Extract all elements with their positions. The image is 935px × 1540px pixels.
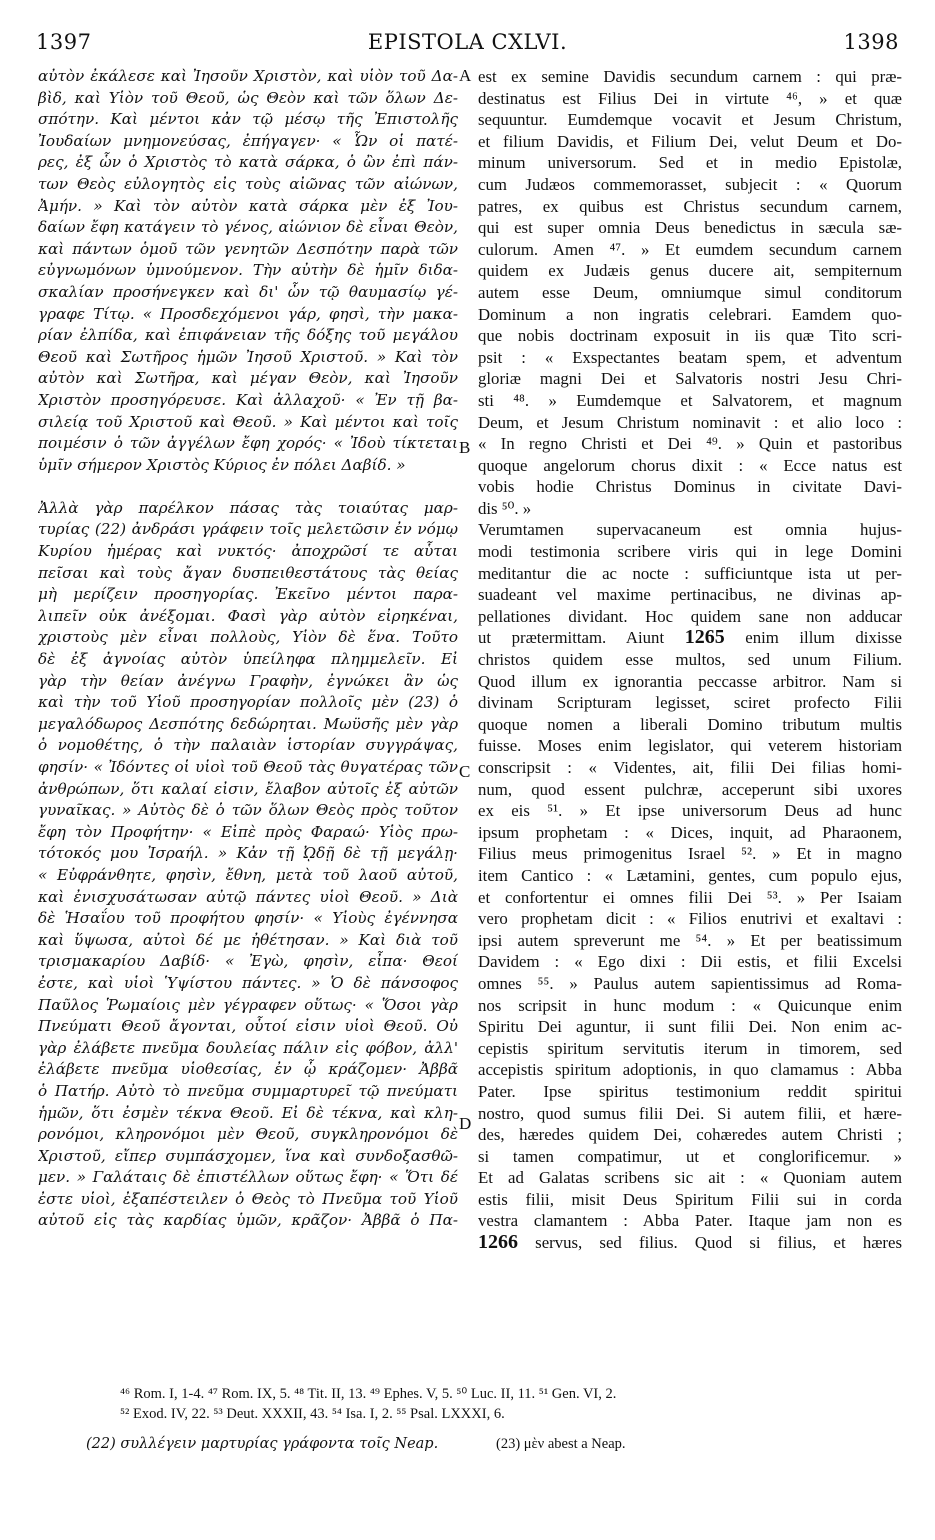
page-number-left: 1397 bbox=[36, 30, 92, 54]
greek-line: τότοκός μου Ἰσραήλ. » Κἀν τῇ ᾨδῇ δὲ τῇ μεγάλῃ· bbox=[38, 844, 458, 863]
latin-line: quidem ex Judæis genus ducere ait, sempiternum bbox=[478, 261, 902, 281]
greek-line: Ἀμήν. » Καὶ τὸν αὐτὸν κατὰ σάρκα μὲν ἐξ Ἰου- bbox=[38, 196, 458, 215]
greek-line: ἀνθρώπων, ὅτι καλαί εἰσιν, ἔλαβον αὐτοῖς ἐξ αὐτῶν bbox=[38, 779, 458, 798]
latin-line: vero prophetam dicit : « Filios enutrivi et exaltavi : bbox=[478, 909, 902, 929]
greek-line: αὐτὸν καὶ Σωτῆρα, καὶ μέγαν Θεὸν, καὶ Ἰησοῦν bbox=[38, 369, 458, 388]
greek-column bbox=[38, 66, 458, 1232]
greek-line: καὶ ἐνισχυσάτωσαν αὐτῷ πάντες υἱοὶ Θεοῦ. » Διὰ bbox=[38, 887, 458, 906]
latin-line: ut prætermittam. Aiunt 1265 enim illum dixisse bbox=[478, 627, 902, 649]
greek-line: καὶ τὴν τοῦ Υἱοῦ προσηγορίαν πολλοῖς μὲν (23) ὁ bbox=[38, 693, 458, 712]
latin-line: sequuntur. Eumdemque vocavit et Jesum Christum, bbox=[478, 110, 902, 130]
latin-line: ipsum prophetam : « Dices, inquit, ad Pharaonem, bbox=[478, 822, 902, 842]
greek-line: αὐτὸν ἐκάλεσε καὶ Ἰησοῦν Χριστὸν, καὶ υἱὸν τοῦ Δα- bbox=[38, 67, 458, 85]
latin-line: quoque nomen a liberali Domino tributum multis bbox=[478, 714, 902, 734]
latin-line: sti ⁴⁸. » Eumdemque et Salvatorem, et magnum bbox=[478, 390, 902, 410]
greek-line: δὲ ἐξ ἀγνοίας αὐτὸν ὑπείληφα πλημμελεῖν. Εἰ bbox=[38, 650, 458, 669]
latin-line: que nobis doctrinam exposuit in iis quæ Tito scri- bbox=[478, 326, 902, 346]
footnote-line-2: ⁵² Exod. IV, 22. ⁵³ Deut. XXXII, 43. ⁵⁴ Isa. I, 2. ⁵⁵ Psal. LXXXI, 6. bbox=[120, 1406, 505, 1422]
greek-line: σιλείᾳ τοῦ Χριστοῦ καὶ Θεοῦ. » Καὶ μέντοι καὶ τοῖς bbox=[38, 412, 458, 431]
latin-line: gloriæ magni Dei et Salvatoris nostri Jesu Chri- bbox=[478, 369, 902, 389]
greek-line: Χριστὸν προσηγόρευσε. Καὶ ἀλλαχοῦ· « Ἐν τῇ βα- bbox=[38, 390, 458, 409]
greek-line: ὑμῖν σήμερον Χριστὸς Κύριος ἐν πόλει Δαβίδ. » bbox=[38, 455, 406, 474]
latin-line: psit : « Exspectantes beatam spem, et adventum bbox=[478, 347, 902, 367]
latin-line: 1266 servus, sed filius. Quod si filius, et hæres bbox=[478, 1232, 902, 1254]
greek-line: πεῖσαι καὶ τοὺς ἄγαν δυσπειθεστάτους τὰς θείας bbox=[38, 563, 458, 582]
greek-line: τρισμακαρίου Δαβίδ· « Ἐγὼ, φησὶν, εἶπα· Θεοί bbox=[38, 952, 458, 971]
page-number-right: 1398 bbox=[843, 30, 899, 54]
variant-note-right: (23) μὲν abest a Neap. bbox=[496, 1436, 626, 1452]
section-marker-b: B bbox=[459, 438, 471, 457]
greek-line: φησίν· « Ἰδόντες οἱ υἱοὶ τοῦ Θεοῦ τὰς θυγατέρας τῶν bbox=[38, 758, 458, 776]
latin-line: patres, ex quibus est Christus secundum carnem, bbox=[478, 196, 902, 216]
latin-line: omnes ⁵⁵. » Paulus autem sapientissimus ad Roma- bbox=[478, 973, 902, 993]
running-title: EPISTOLA CXLVI. bbox=[367, 30, 568, 54]
greek-line: γὰρ ἐλάβετε πνεῦμα δουλείας πάλιν εἰς φόβον, ἀλλ' bbox=[38, 1038, 458, 1057]
latin-line: autem esse Deum, omniumque simul conditorum bbox=[478, 282, 902, 302]
greek-line: δὲ Ἡσαΐου τοῦ προφήτου φησίν· « Υἱοὺς ἐγέννησα bbox=[38, 909, 458, 928]
greek-line: των Θεὸς εὐλογητὸς εἰς τοὺς αἰῶνας τῶν αἰώνων, bbox=[38, 174, 458, 193]
latin-line: Verumtamen supervacaneum est omnia hujus- bbox=[478, 520, 902, 540]
greek-line: χριστοὺς μὲν εἶναι πολλοὺς, Υἱὸν δὲ ἕνα. Τοῦτο bbox=[38, 628, 458, 647]
greek-line: μεν. » Γαλάταις δὲ ἐπιστέλλων οὕτως ἔφη· « Ὅτι δέ bbox=[38, 1168, 458, 1187]
greek-line: ἔφη τὸν Προφήτην· « Εἰπὲ πρὸς Φαραώ· Υἱὸς πρω- bbox=[38, 822, 458, 841]
latin-line: destinatus est Filius Dei in virtute ⁴⁶, » et quæ bbox=[478, 88, 902, 108]
greek-line: Παῦλος Ῥωμαίοις μὲν γέγραφεν οὕτως· « Ὅσοι γὰρ bbox=[38, 995, 458, 1014]
greek-line: ἐστε, καὶ υἱοὶ Ὑψίστου πάντες. » Ὁ δὲ πάνσοφος bbox=[38, 973, 458, 992]
greek-line: ἐστε υἱοὶ, ἐξαπέστειλεν ὁ Θεὸς τὸ Πνεῦμα τοῦ Υἱοῦ bbox=[38, 1189, 458, 1208]
greek-line: τυρίας (22) ἀνδράσι γράφειν τοῖς μελετῶσιν ἐν νόμῳ bbox=[38, 520, 458, 539]
latin-line: Spiritu Dei aguntur, ii sunt filii Dei. Non enim ac- bbox=[478, 1017, 902, 1037]
latin-line: si tamen compatimur, ut et conglorificemur. » bbox=[478, 1146, 902, 1166]
greek-line: ὁ Πατήρ. Αὐτὸ τὸ πνεῦμα συμμαρτυρεῖ τῷ πνεύματι bbox=[38, 1081, 458, 1100]
migne-column-number: 1266 bbox=[478, 1232, 518, 1254]
greek-line: μεγαλόδωρος Δεσπότης δεδώρηται. Μωϋσῆς μὲν γὰρ bbox=[38, 714, 458, 733]
latin-line: des, hæredes quidem Dei, cohæredes autem Christi ; bbox=[478, 1125, 902, 1145]
section-marker-a: A bbox=[459, 66, 472, 85]
latin-line: « In regno Christi et Dei ⁴⁹. » Quin et pastoribus bbox=[478, 434, 902, 454]
greek-line: γὰρ τὴν θείαν ἀνέγνω Γραφὴν, ἐγνώκει ἂν ὡς bbox=[38, 671, 458, 690]
latin-line: Quod illum ex ignorantia peccasse arbitror. Nam si bbox=[478, 671, 902, 691]
greek-line: καὶ πάντων ὁμοῦ τῶν γενητῶν Δεσπότην παρὰ τῶν bbox=[38, 239, 458, 258]
greek-line: ποιμέσιν ὁ τῶν ἀγγέλων ἔφη χορός· « Ἰδοὺ τίκτεται bbox=[38, 434, 458, 453]
latin-line: item Cantico : « Lætamini, gentes, cum populo ejus, bbox=[478, 865, 902, 885]
latin-line: accepistis spiritum adoptionis, in quo clamamus : Abba bbox=[478, 1060, 902, 1080]
latin-line: Davidem : « Ego dixi : Dii estis, et filii Excelsi bbox=[478, 952, 902, 972]
greek-line: ὁ νομοθέτης, ὁ τὴν παλαιὰν ἱστορίαν συγγράψας, bbox=[38, 736, 458, 755]
latin-line: conscripsit : « Videntes, ait, filii Dei filias homi- bbox=[478, 758, 902, 777]
greek-line: Πνεύματι Θεοῦ ἄγονται, οὗτοί εἰσιν υἱοὶ Θεοῦ. Οὐ bbox=[38, 1017, 458, 1036]
latin-line: quoque angelorum chorus dixit : « Ecce natus est bbox=[478, 455, 902, 475]
latin-line: estis filii, misit Deus Spiritum Filii sui in corda bbox=[478, 1189, 902, 1209]
latin-line: num, quod essent pulchræ, acceperunt sibi uxores bbox=[478, 779, 902, 799]
latin-line: cum Judæos commemorasset, subjecit : « Quorum bbox=[478, 174, 902, 194]
latin-line: Pater. Ipse spiritus testimonium reddit spiritui bbox=[478, 1081, 902, 1101]
greek-line: ρίαν ἐλπίδα, καὶ ἐπιφάνειαν τῆς δόξης τοῦ μεγάλου bbox=[38, 326, 458, 345]
latin-line: vestra clamantem : Abba Pater. Itaque jam non es bbox=[478, 1211, 902, 1231]
latin-line: dis ⁵⁰. » bbox=[478, 498, 532, 518]
footnote-line-1: ⁴⁶ Rom. I, 1-4. ⁴⁷ Rom. IX, 5. ⁴⁸ Tit. II, 13. ⁴⁹ Ephes. V, 5. ⁵⁰ Luc. II, 11. ⁵¹ Gen. VI, 2. bbox=[120, 1386, 617, 1402]
running-header bbox=[36, 30, 899, 60]
greek-line bbox=[38, 476, 458, 498]
greek-line: Κυρίου ἡμέρας καὶ νυκτός· ἀποχρῶσί τε αὗται bbox=[38, 542, 458, 561]
greek-line: ρες, ἐξ ὧν ὁ Χριστὸς τὸ κατὰ σάρκα, ὁ ὢν ἐπὶ πάν- bbox=[38, 153, 458, 172]
variant-note-left: (22) συλλέγειν μαρτυρίας γράφοντα τοῖς Neap. bbox=[86, 1436, 439, 1452]
greek-line: μὴ μερίζειν προσηγορίας. Ἐκεῖνο μέντοι παρα- bbox=[38, 585, 458, 604]
latin-line: Dominum a non ingratis celebrari. Eamdem quo- bbox=[478, 304, 902, 324]
latin-line: et confortentur ei omnes filii Dei ⁵³. » Per Isaiam bbox=[478, 887, 902, 907]
latin-line: qui est super omnia Deus benedictus in sæcula sæ- bbox=[478, 218, 902, 238]
greek-line: Ἰουδαίων μνημονεύσας, ἐπήγαγεν· « Ὧν οἱ πατέ- bbox=[38, 131, 458, 150]
latin-line: ipsi autem spreverunt me ⁵⁴. » Et per beatissimum bbox=[478, 930, 902, 950]
latin-line: vobis hodie Christus Dominus in civitate Davi- bbox=[478, 477, 902, 497]
latin-line: pellationes dividant. Hoc quidem sane non adducar bbox=[478, 606, 902, 626]
greek-line: Ἀλλὰ γὰρ παρέλκον πάσας τὰς τοιαύτας μαρ- bbox=[38, 498, 458, 517]
greek-line: γραφε Τίτῳ. « Προσδεχόμενοι γάρ, φησὶ, τὴν μακα- bbox=[38, 304, 458, 323]
latin-line: Et ad Galatas scribens sic ait : « Quoniam autem bbox=[478, 1168, 902, 1188]
section-marker-c: C bbox=[459, 762, 471, 781]
latin-line: minum universorum. Sed et in medio Epistolæ, bbox=[478, 153, 902, 173]
migne-column-number: 1265 bbox=[684, 627, 725, 649]
latin-line: et filium Davidis, et Filium Dei, velut Deum et Do- bbox=[478, 131, 902, 151]
greek-line: λιπεῖν οὐκ ἀνέξομαι. Φασὶ γὰρ αὐτὸν εἰρηκέναι, bbox=[38, 606, 458, 625]
latin-line: culorum. Amen ⁴⁷. » Et eumdem secundum carnem bbox=[478, 239, 902, 259]
greek-line: γυναῖκας. » Αὐτὸς δὲ ὁ τῶν ὅλων Θεὸς πρὸς τοῦτον bbox=[38, 801, 458, 820]
greek-line: ἐλάβετε πνεῦμα υἱοθεσίας, ἐν ᾧ κράζομεν· Ἀββᾶ bbox=[38, 1060, 458, 1079]
latin-line: Filius meus primogenitus Israel ⁵². » Et in magno bbox=[478, 844, 902, 864]
latin-column bbox=[478, 66, 902, 1254]
latin-line: est ex semine Davidis secundum carnem : qui præ- bbox=[478, 67, 902, 86]
greek-line: εὐγνωμόνων ὑμνούμενον. Τὴν αὐτὴν δὲ ἡμῖν διδα- bbox=[38, 261, 458, 280]
greek-line: Θεοῦ καὶ Σωτῆρος ἡμῶν Ἰησοῦ Χριστοῦ. » Καὶ τὸν bbox=[38, 347, 458, 366]
greek-line: σκαλίαν προσήνεγκεν καὶ δι' ὧν τῷ θαυμασίῳ γέ- bbox=[38, 282, 458, 301]
latin-line: christos quidem esse multos, sed unum Filium. bbox=[478, 650, 902, 670]
latin-line: meditantur die ac nocte : sufficiuntque ista ut per- bbox=[478, 563, 902, 583]
latin-line: Deum, et Jesum Christum nominavit : et alio loco : bbox=[478, 412, 902, 432]
greek-line: « Εὐφράνθητε, φησὶν, ἔθνη, μετὰ τοῦ λαοῦ αὐτοῦ, bbox=[38, 865, 458, 884]
greek-line: σπότην. Καὶ μέντοι κἀν τῷ μέσῳ τῆς Ἐπιστολῆς bbox=[38, 110, 458, 129]
greek-line: αὐτοῦ εἰς τὰς καρδίας ὑμῶν, κρᾶζον· Ἀββᾶ ὁ Πα- bbox=[38, 1211, 458, 1230]
latin-line: modi testimonia scribere viris qui in lege Domini bbox=[478, 542, 902, 562]
greek-line: δαίων ἔφη κατάγειν τὸ γένος, αἰώνιον δὲ εἶναι Θεὸν, bbox=[38, 218, 458, 237]
latin-line: fuisse. Moses enim legislator, qui veterem historiam bbox=[478, 736, 902, 756]
greek-line: ρονόμοι, κληρονόμοι μὲν Θεοῦ, συγκληρονόμοι δὲ bbox=[38, 1125, 458, 1144]
latin-line: ex eis ⁵¹. » Et ipse universorum Deus ad hunc bbox=[478, 801, 902, 821]
greek-line: Χριστοῦ, εἴπερ συμπάσχομεν, ἵνα καὶ συνδοξασθῶ- bbox=[38, 1146, 458, 1165]
latin-line: nos scripsit in hunc modum : « Quicunque enim bbox=[478, 995, 902, 1015]
latin-line: cepistis spiritum servitutis iterum in timorem, sed bbox=[478, 1038, 902, 1058]
latin-line: nostro, quod sumus filii Dei. Si autem filii, et hære- bbox=[478, 1103, 902, 1123]
section-marker-d: D bbox=[459, 1114, 472, 1133]
latin-line: suadeant vel maxime pertinacibus, ne divinas ap- bbox=[478, 585, 902, 605]
greek-line: ἡμῶν, ὅτι ἐσμὲν τέκνα Θεοῦ. Εἰ δὲ τέκνα, καὶ κλη- bbox=[38, 1103, 458, 1122]
greek-line: βὶδ, καὶ Υἱὸν τοῦ Θεοῦ, ὡς Θεὸν καὶ τῶν ὅλων Δε- bbox=[38, 88, 458, 107]
greek-line: καὶ ὕψωσα, αὐτοὶ δέ με ἠθέτησαν. » Καὶ διὰ τοῦ bbox=[38, 930, 458, 949]
latin-line: divinam Scripturam legisset, sciret profecto Filii bbox=[478, 693, 902, 713]
